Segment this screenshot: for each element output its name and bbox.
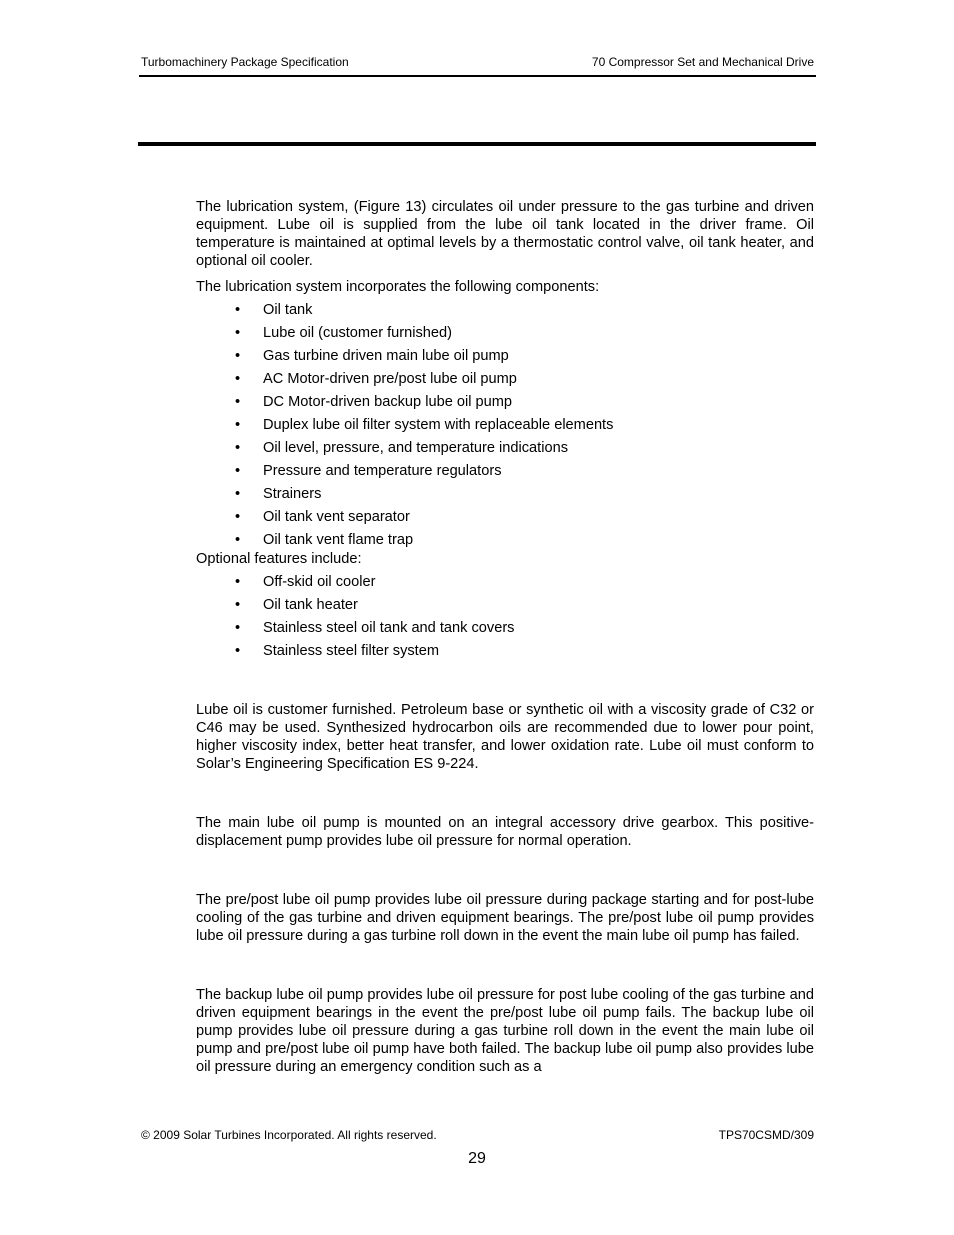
main-pump-paragraph: The main lube oil pump is mounted on an integral accessory drive gearbox. This positive-displacement pump provides lube oil pressure for normal operation.: [196, 815, 814, 849]
list-item-text: Oil tank vent flame trap: [263, 532, 414, 548]
list-item: [196, 483, 814, 506]
footer-copyright: © 2009 Solar Turbines Incorporated. All rights reserved.: [141, 1128, 437, 1142]
list-item-text: Oil tank vent separator: [263, 509, 410, 525]
components-lead-paragraph: The lubrication system incorporates the following components:: [196, 279, 600, 295]
bullet-icon: •: [235, 302, 241, 318]
bullet-icon: •: [235, 440, 241, 456]
bullet-icon: •: [235, 643, 241, 659]
bullet-icon: •: [235, 394, 241, 410]
list-item-text: Strainers: [263, 486, 322, 502]
bullet-icon: •: [235, 509, 241, 525]
list-item: [196, 322, 814, 345]
header-section-title: 70 Compressor Set and Mechanical Drive: [591, 55, 814, 69]
list-item: [196, 571, 814, 594]
list-item-text: Oil level, pressure, and temperature indications: [263, 440, 569, 456]
lube-oil-paragraph: Lube oil is customer furnished. Petroleum base or synthetic oil with a viscosity grade of C32 or C46 may be used. Synthesized hydrocarbon oils are recommended due to lower pour point, higher viscosity index, better heat transfer, and lower oxidation rate. Lube oil must conform to Solar’s Engineering Specification ES 9-224.: [196, 702, 814, 772]
list-item-text: Pressure and temperature regulators: [263, 463, 502, 479]
list-item-text: Stainless steel oil tank and tank covers: [263, 620, 515, 636]
list-item-text: Gas turbine driven main lube oil pump: [263, 348, 509, 364]
list-item-text: Oil tank heater: [263, 597, 358, 613]
components-list: [196, 299, 814, 552]
list-item-text: DC Motor-driven backup lube oil pump: [263, 394, 513, 410]
list-item: [196, 414, 814, 437]
section-divider: [138, 142, 816, 146]
list-item: [196, 460, 814, 483]
bullet-icon: •: [235, 574, 241, 590]
optional-features-list: [196, 571, 814, 663]
prepost-pump-paragraph: The pre/post lube oil pump provides lube oil pressure during package starting and for post-lube cooling of the gas turbine and driven equipment bearings. The pre/post lube oil pump provides lube oil pressure during a gas turbine roll down in the event the main lube oil pump has failed.: [196, 892, 814, 944]
optional-lead-paragraph: Optional features include:: [196, 551, 362, 567]
list-item-text: Oil tank: [263, 302, 313, 318]
list-item-text: Lube oil (customer furnished): [263, 325, 452, 341]
bullet-icon: •: [235, 417, 241, 433]
intro-paragraph: The lubrication system, (Figure 13) circulates oil under pressure to the gas turbine and driven equipment. Lube oil is supplied from the lube oil tank located in the driver frame. Oil temperature is maintained at optimal levels by a thermostatic control valve, oil tank heater, and optional oil cooler.: [196, 199, 814, 269]
list-item-text: Off-skid oil cooler: [263, 574, 376, 590]
bullet-icon: •: [235, 532, 241, 548]
list-item: [196, 640, 814, 663]
list-item: [196, 345, 814, 368]
bullet-icon: •: [235, 371, 241, 387]
bullet-icon: •: [235, 348, 241, 364]
bullet-icon: •: [235, 463, 241, 479]
list-item: [196, 437, 814, 460]
list-item-text: AC Motor-driven pre/post lube oil pump: [263, 371, 517, 387]
list-item: [196, 617, 814, 640]
page-header: [139, 55, 816, 77]
bullet-icon: •: [235, 597, 241, 613]
list-item-text: Duplex lube oil filter system with replaceable elements: [263, 417, 614, 433]
list-item: [196, 391, 814, 414]
footer-document-code: TPS70CSMD/309: [718, 1128, 814, 1142]
page-body: [196, 198, 814, 1076]
bullet-icon: •: [235, 620, 241, 636]
list-item: [196, 368, 814, 391]
backup-pump-paragraph: The backup lube oil pump provides lube oil pressure for post lube cooling of the gas turbine and driven equipment bearings in the event the pre/post lube oil pump fails. The backup lube oil pump provides lube oil pressure during a gas turbine roll down in the event the main lube oil pump and pre/post lube oil pump have both failed. The backup lube oil pump also provides lube oil pressure during an emergency condition such as a: [196, 987, 814, 1075]
list-item-text: Stainless steel filter system: [263, 643, 439, 659]
list-item: [196, 506, 814, 529]
header-document-title: Turbomachinery Package Specification: [141, 55, 349, 69]
list-item: [196, 299, 814, 322]
bullet-icon: •: [235, 486, 241, 502]
list-item: [196, 594, 814, 617]
page-number: 29: [468, 1150, 486, 1167]
bullet-icon: •: [235, 325, 241, 341]
list-item: [196, 529, 814, 552]
